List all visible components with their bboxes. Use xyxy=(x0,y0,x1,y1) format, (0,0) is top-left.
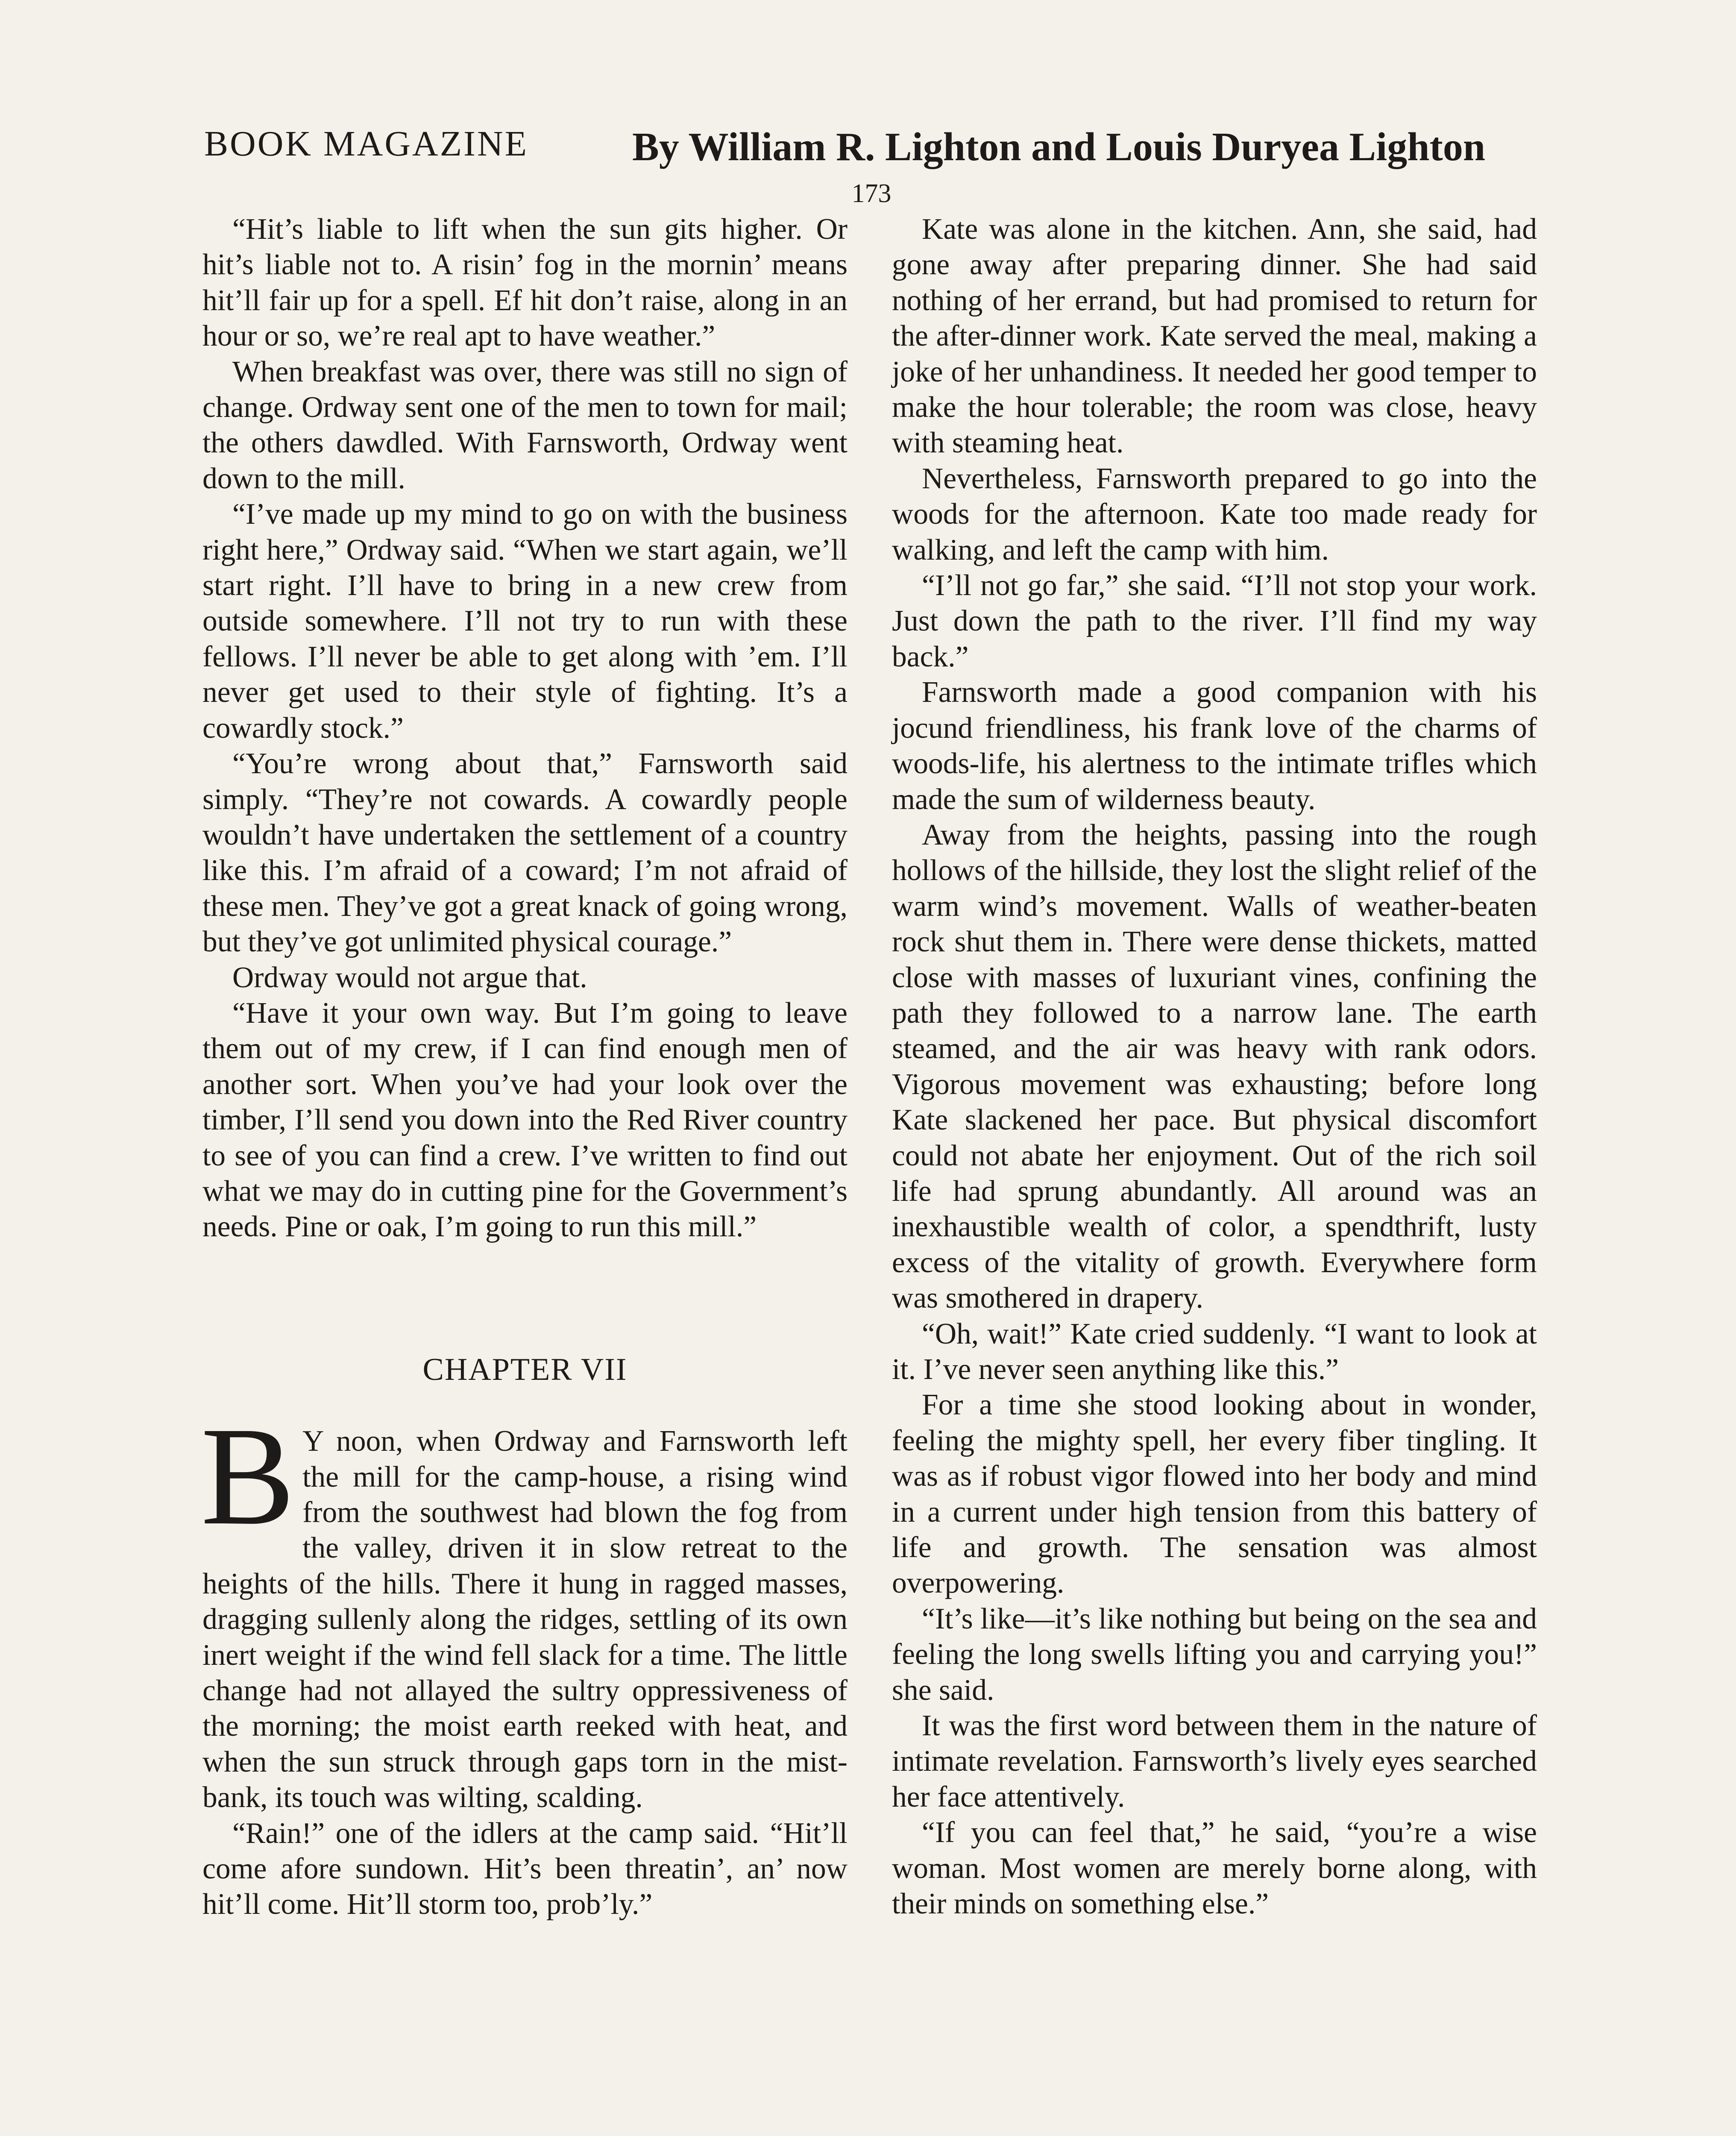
paragraph: For a time she stood looking about in wonder, feeling the mighty spell, her every fiber tingling. It was as if robust vigor flowed into her body and mind in a current under high tension from this battery of life and growth. The sensation was almost overpowering. xyxy=(892,1388,1537,1600)
opening-paragraph-text: Y noon, when Ordway and Farnsworth left the mill for the camp-house, a rising wind from the southwest had blown the fog from the valley, driven it in slow retreat to the heights of the hills. There it hung in ragged masses, dragging sullenly along the ridges, settling of its own inert weight if the wind fell slack for a time. The little change had not allayed the sultry oppressiveness of the morning; the moist earth reeked with heat, and when the sun struck through gaps torn in the mist-bank, its touch was wilting, scalding. xyxy=(202,1425,847,1814)
drop-cap: B xyxy=(201,1398,295,1555)
paragraph: Kate was alone in the kitchen. Ann, she said, had gone away after preparing dinner. She had said nothing of her errand, but had promised to return for the after-dinner work. Kate served the meal, making a joke of her unhandiness. It needed her good temper to make the hour tolerable; the room was close, heavy with steaming heat. xyxy=(892,213,1537,460)
paragraph: “Have it your own way. But I’m going to leave them out of my crew, if I can find enough men of another sort. When you’ve had your look over the timber, I’ll send you down into the Red River country to see of you can find a crew. I’ve written to find out what we may do in cutting pine for the Government’s needs. Pine or oak, I’m going to run this mill.” xyxy=(202,996,847,1244)
page-number: 173 xyxy=(851,179,891,208)
paragraph: When breakfast was over, there was still no sign of change. Ordway sent one of the men to town for mail; the others dawdled. With Farnsworth, Ordway went down to the mill. xyxy=(202,355,847,495)
paragraph: Ordway would not argue that. xyxy=(232,961,587,994)
paragraph: It was the first word between them in the nature of intimate revelation. Farnsworth’s lively eyes searched her face attentively. xyxy=(892,1709,1537,1813)
paragraph: Nevertheless, Farnsworth prepared to go into the woods for the afternoon. Kate too made ready for walking, and left the camp with him. xyxy=(892,462,1537,566)
paragraph: “I’ve made up my mind to go on with the business right here,” Ordway said. “When we start again, we’ll start right. I’ll have to bring in a new crew from outside somewhere. I’ll not try to run with these fellows. I’ll never be able to get along with ’em. I’ll never get used to their style of fighting. It’s a cowardly stock.” xyxy=(202,498,847,745)
paragraph: “Oh, wait!” Kate cried suddenly. “I want to look at it. I’ve never seen anything like this.” xyxy=(892,1317,1537,1386)
chapter-heading: CHAPTER VII xyxy=(422,1352,628,1387)
paragraph: “Hit’s liable to lift when the sun gits higher. Or hit’s liable not to. A risin’ fog in the mornin’ means hit’ll fair up for a spell. Ef hit don’t raise, along in an hour or so, we’re real apt to have weather.” xyxy=(202,213,847,353)
paragraph: “It’s like—it’s like nothing but being on the sea and feeling the long swells lifting you and carrying you!” she said. xyxy=(892,1602,1537,1707)
chapter-opening-paragraph xyxy=(201,1398,847,1815)
paragraph: “I’ll not go far,” she said. “I’ll not stop your work. Just down the path to the river. I’ll find my way back.” xyxy=(892,569,1537,673)
byline: By William R. Lighton and Louis Duryea Lighton xyxy=(632,125,1486,169)
paragraph: Farnsworth made a good companion with his jocund friendliness, his frank love of the charms of woods-life, his alertness to the intimate trifles which made the sum of wilderness beauty. xyxy=(892,676,1537,816)
paragraph: “Rain!” one of the idlers at the camp said. “Hit’ll come afore sundown. Hit’s been threatin’, an’ now hit’ll come. Hit’ll storm too, prob’ly.” xyxy=(202,1816,847,1921)
right-column xyxy=(892,211,1537,1922)
paragraph: “You’re wrong about that,” Farnsworth said simply. “They’re not cowards. A cowardly people wouldn’t have undertaken the settlement of a country like this. I’m afraid of a coward; I’m not afraid of these men. They’ve got a great knack of going wrong, but they’ve got unlimited physical courage.” xyxy=(202,747,847,959)
left-column xyxy=(202,211,847,1922)
paragraph: “If you can feel that,” he said, “you’re a wise woman. Most women are merely borne along, with their minds on something else.” xyxy=(892,1816,1537,1921)
magazine-title: BOOK MAGAZINE xyxy=(204,124,528,164)
paragraph: Away from the heights, passing into the rough hollows of the hillside, they lost the slight relief of the warm wind’s movement. Walls of weather-beaten rock shut them in. There were dense thickets, matted close with masses of luxuriant vines, confining the path they followed to a narrow lane. The earth steamed, and the air was heavy with rank odors. Vigorous movement was exhausting; before long Kate slackened her pace. But physical discomfort could not abate her enjoyment. Out of the rich soil life had sprung abundantly. All around was an inexhaustible wealth of color, a spendthrift, lusty excess of the vitality of growth. Everywhere form was smothered in drapery. xyxy=(892,818,1537,1315)
